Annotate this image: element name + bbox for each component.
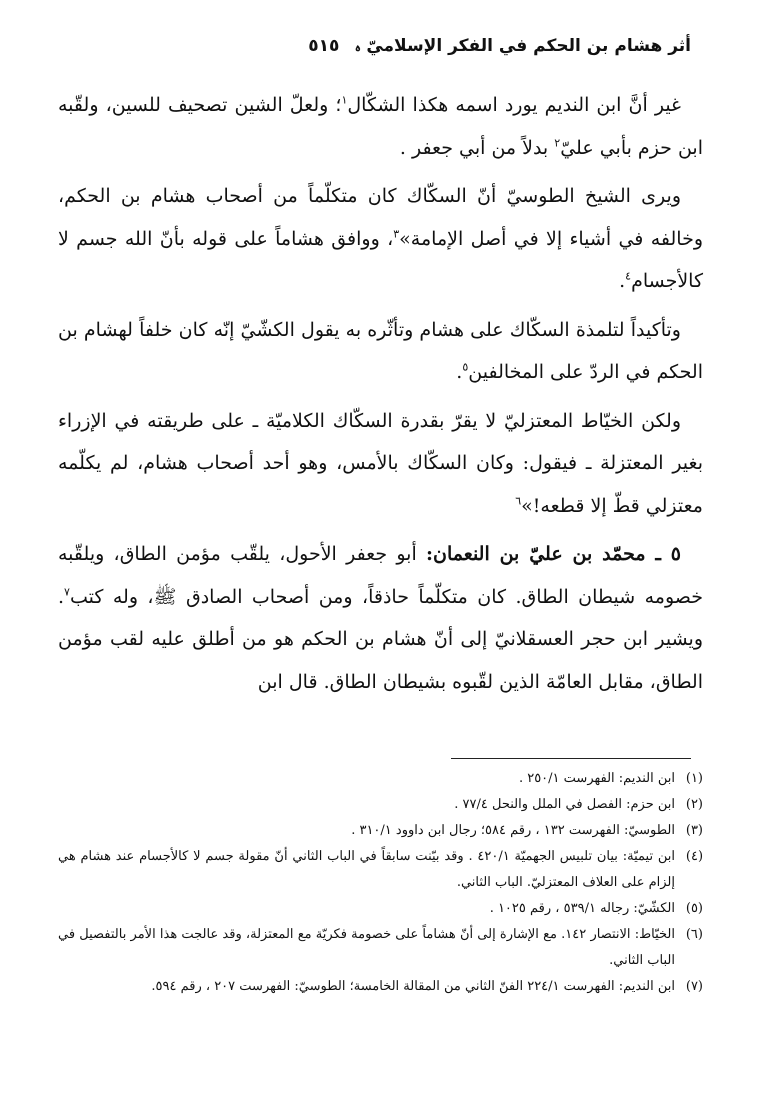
page-number: ٥١٥ [308,36,340,56]
main-text [58,84,703,709]
paragraph-3: وتأكيداً لتلمذة السكّاك على هشام وتأثّره به يقول الكشّيّ إنّه كان خلفاً لهشام بن الحكم في الردّ على المخالفين$^٥$. [58,318,703,383]
footnote-separator [451,758,691,759]
footnote-3: (٣)الطوسيّ: الفهرست ١٣٢ ، رقم ٥٨٤؛ رجال ابن داوود ٣١٠/١ . [351,823,703,838]
footnote-ref-3: ٣ [393,227,400,241]
footnotes [58,766,703,1000]
header-title: أثر هشام بن الحكم في الفكر الإسلاميّ [366,36,691,56]
footnote-ref-7: ٧ [64,585,70,599]
paragraph-2: ويرى الشيخ الطوسيّ أنّ السكّاك كان متكلّماً من أصحاب هشام بن الحكم، وخالفه في أشياء إلا في أصل الإمامة»$^٣$، ووافق هشاماً على قوله بأنّ الله جسم لا كالأجسام$^٤$. [58,185,703,292]
header-ornament: ﮦ [355,36,361,56]
running-header [72,28,691,64]
paragraph-5: ٥ ـ محمّد بن عليّ بن النعمان: أبو جعفر الأحول، يلقّب مؤمن الطاق، ويلقّبه خصومه شيطان الطاق. كان متكلّماً حاذقاً، ومن أصحاب الصادق ﷺ، وله كتب$^٧$. ويشير ابن حجر العسقلانيّ إلى أنّ هشام بن الحكم هو من أطلق عليه لقب مؤمن الطاق، مقابل العامّة الذين لقّبوه بشيطان الطاق. قال ابن [58,543,703,693]
footnote-ref-6: ٦ [515,494,522,508]
footnote-1: (١)ابن النديم: الفهرست ٢٥٠/١ . [518,771,703,786]
footnote-ref-5: ٥ [462,360,469,374]
paragraph-4: ولكن الخيّاط المعتزليّ لا يقرّ بقدرة السكّاك الكلاميّة ـ على طريقته في الإزراء بغير المعتزلة ـ فيقول: وكان السكّاك بالأمس، وهو أحد أصحاب هشام، لم يكلّمه معتزلي قطّ إلا قطعه!»$^٦$ [58,409,703,517]
footnote-ref-2: ٢ [554,136,561,150]
paragraph-1: غير أنَّ ابن النديم يورد اسمه هكذا الشكّال$^١$؛ ولعلّ الشين تصحيف للسين، ولقّبه ابن حزم بأبي عليّ$^٢$ بدلاً من أبي جعفر . [58,93,703,159]
footnote-5: (٥)الكشّيّ: رجاله ٥٣٩/١ ، رقم ١٠٢٥ . [489,901,703,916]
footnote-4: (٤)ابن تيميّة: بيان تلبيس الجهميّة ٤٢٠/١ . وقد بيّنت سابقاً في الباب الثاني أنّ مقولة جسم لا كالأجسام عند هشام هي إلزام على العلاف المعتزليّ. الباب الثاني. [58,849,704,890]
footnote-ref-1: ١ [341,93,348,107]
footnote-ref-4: ٤ [625,269,632,283]
footnote-6: (٦)الخيّاط: الانتصار ١٤٢. مع الإشارة إلى أنّ هشاماً على خصومة فكريّة مع المعتزلة، وقد عالجت هذا الأمر بالتفصيل في الباب الثاني. [58,927,703,968]
footnote-2: (٢)ابن حزم: الفصل في الملل والنحل ٧٧/٤ . [454,797,703,812]
footnote-7: (٧)ابن النديم: الفهرست ٢٢٤/١ الفنّ الثاني من المقالة الخامسة؛ الطوسيّ: الفهرست ٢٠٧ ، رقم ٥٩٤. [151,979,703,994]
entry-heading: ٥ ـ محمّد بن عليّ بن النعمان: [426,543,682,565]
